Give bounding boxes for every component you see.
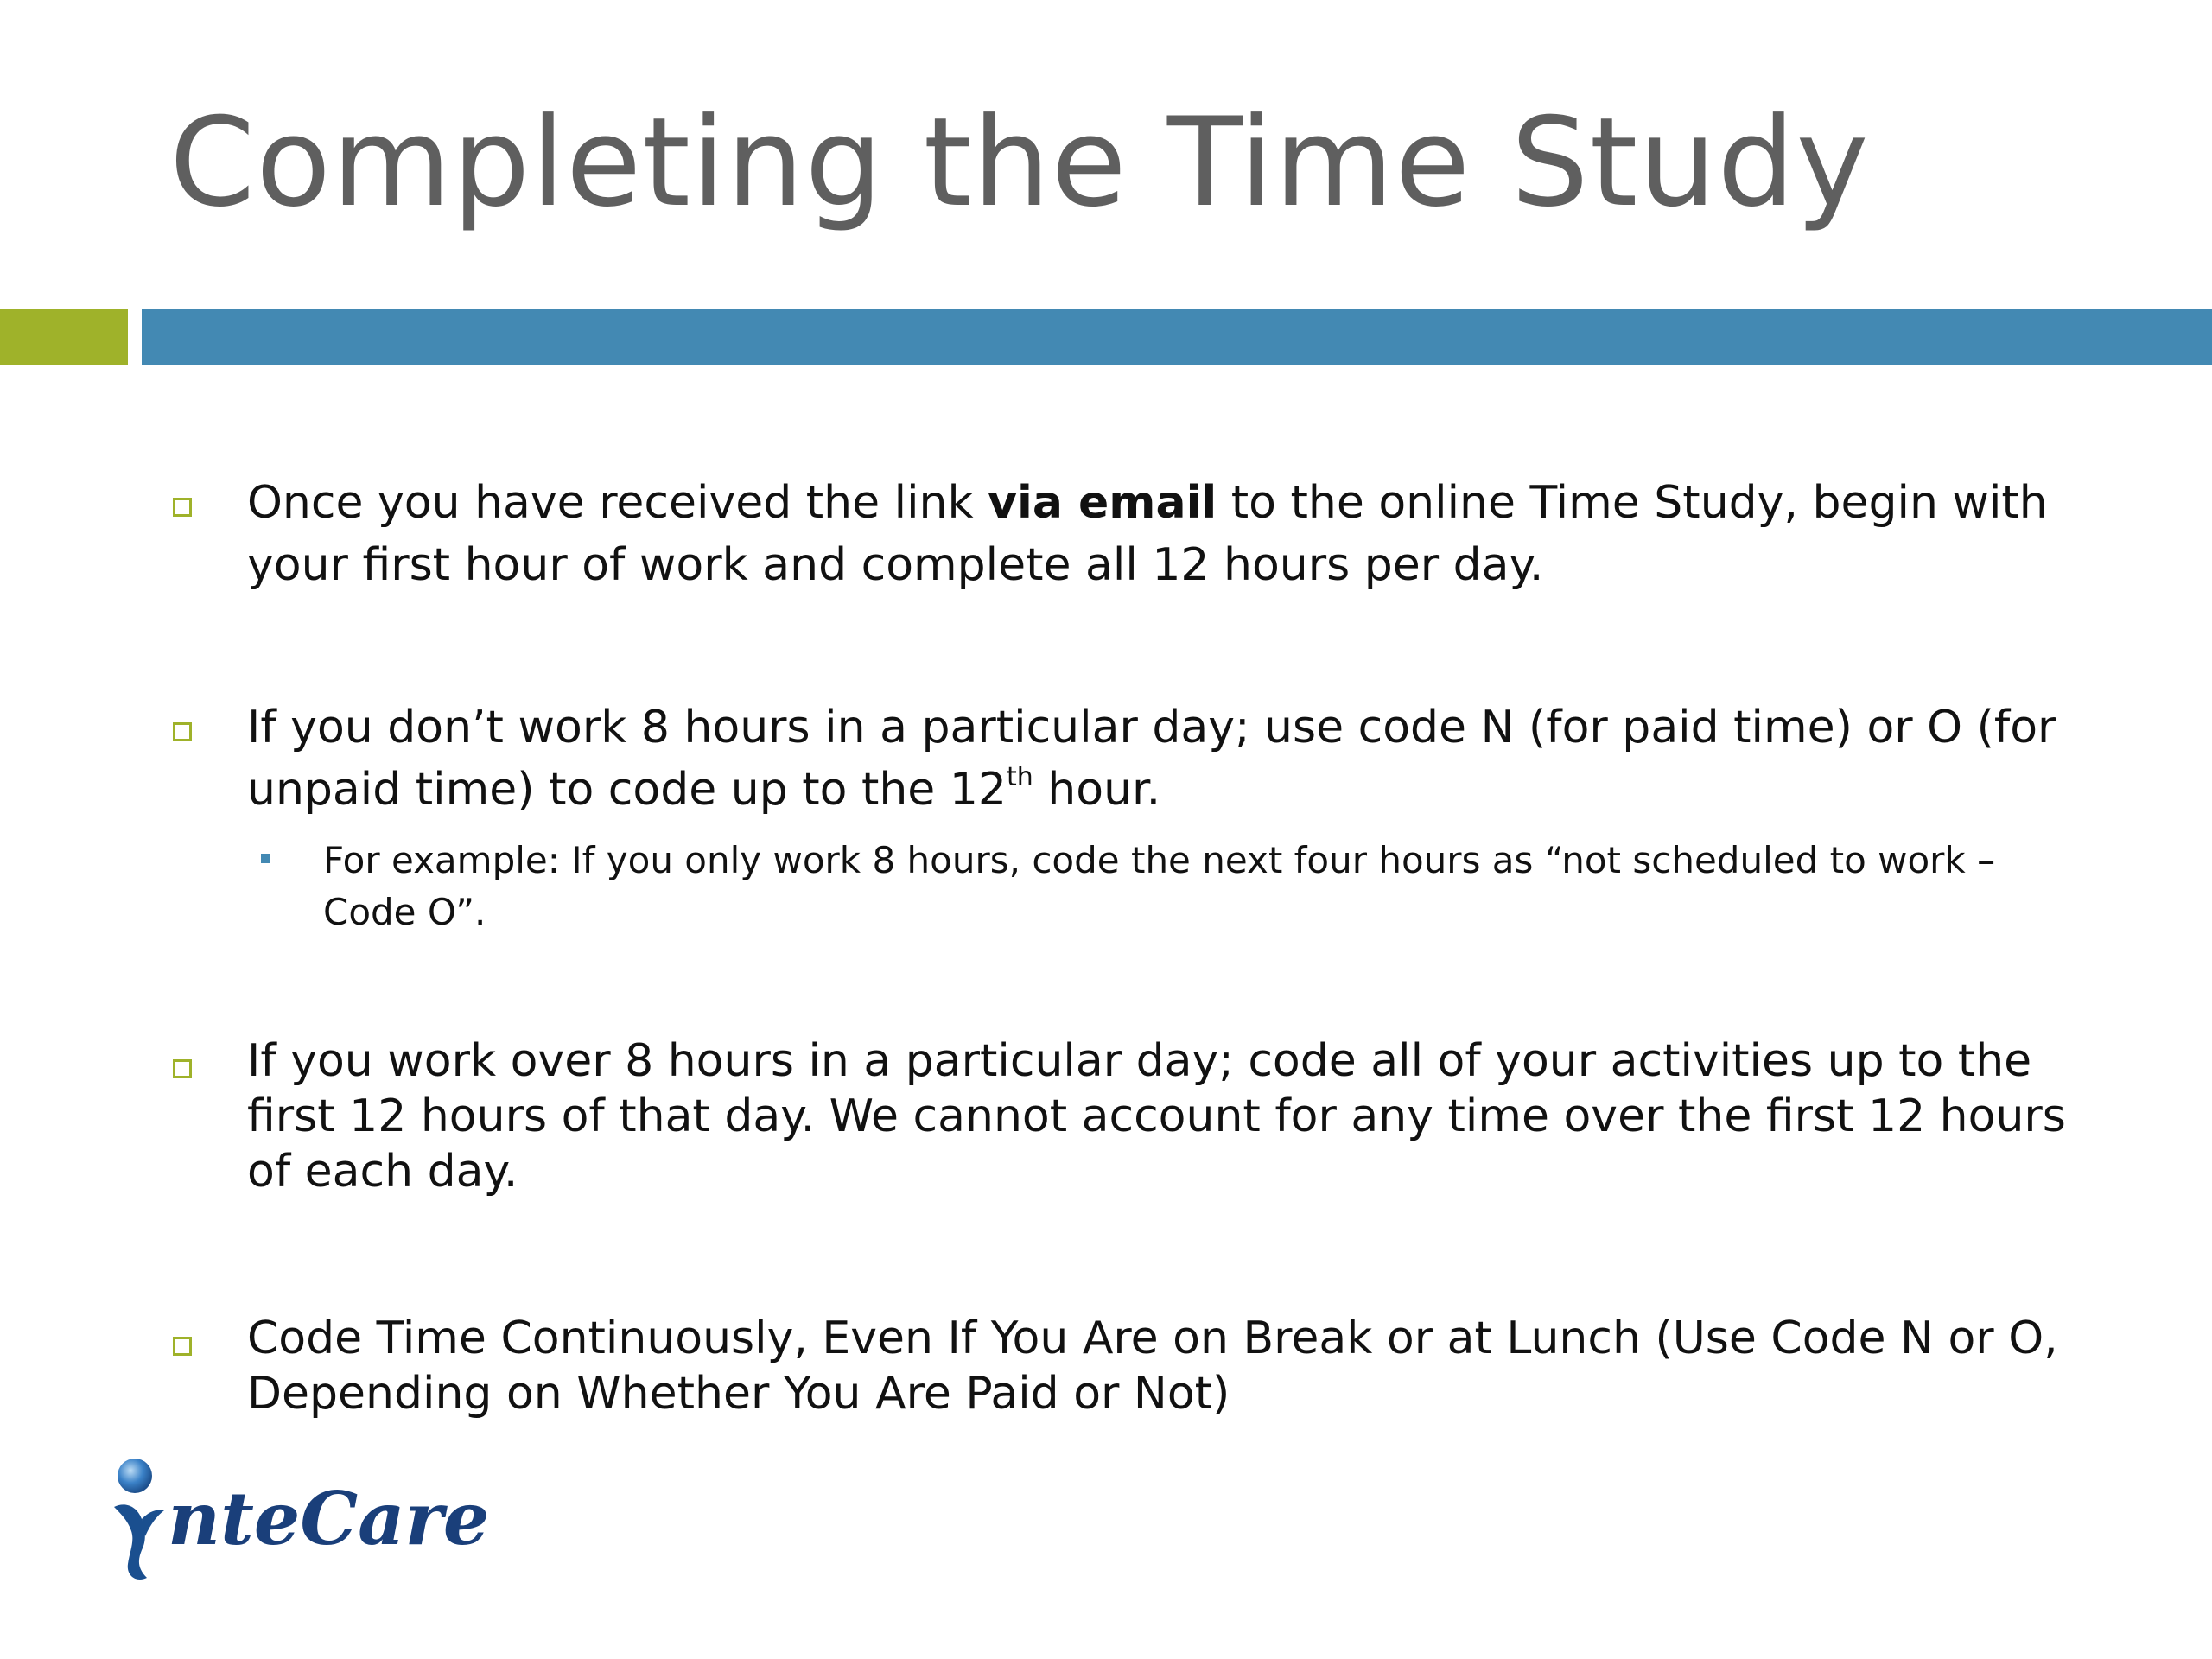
- bullet-1-text-start: Once you have received the link: [247, 477, 988, 529]
- bullet-text-4: Code Time Continuously, Even If You Are on Break or at Lunch (Use Code N or O, Depending on Whether You Are Paid or Not): [247, 1313, 2058, 1420]
- hollow-square-bullet-icon: [173, 498, 192, 517]
- logo-wordmark: nteCare: [168, 1476, 490, 1561]
- bullet-text-3: If you work over 8 hours in a particular day; code all of your activities up to the first 12 hours of that day. We cannot account for any time over the first 12 hours of each day.: [247, 1035, 2066, 1198]
- bullet-text-2: [247, 696, 2075, 821]
- bullet-1-text-end: to the online Time Study, begin with your first hour of work and complete all 12 hours per day.: [247, 477, 2048, 591]
- title-accent-bar-green: [0, 309, 128, 365]
- bullet-text-1: [247, 472, 2075, 596]
- filled-square-bullet-icon: [261, 854, 270, 863]
- bullet-1-bold-text: via email: [988, 477, 1217, 529]
- bullet-2-text-start: If you don’t work 8 hours in a particular day; use code N (for paid time) or O (for unpaid time) to code up to the 12: [247, 702, 2056, 816]
- intecare-logo: [111, 1457, 490, 1586]
- hollow-square-bullet-icon: [173, 1059, 192, 1078]
- sub-bullet-text: For example: If you only work 8 hours, code the next four hours as “not scheduled to work – Code O”.: [323, 839, 1996, 933]
- hollow-square-bullet-icon: [173, 1337, 192, 1356]
- bullet-2-text-end: hour.: [1033, 764, 1161, 816]
- title-accent-bar-blue: [142, 309, 2212, 365]
- hollow-square-bullet-icon: [173, 722, 192, 741]
- ordinal-superscript: th: [1007, 761, 1033, 792]
- slide-title: Completing the Time Study: [169, 92, 1870, 234]
